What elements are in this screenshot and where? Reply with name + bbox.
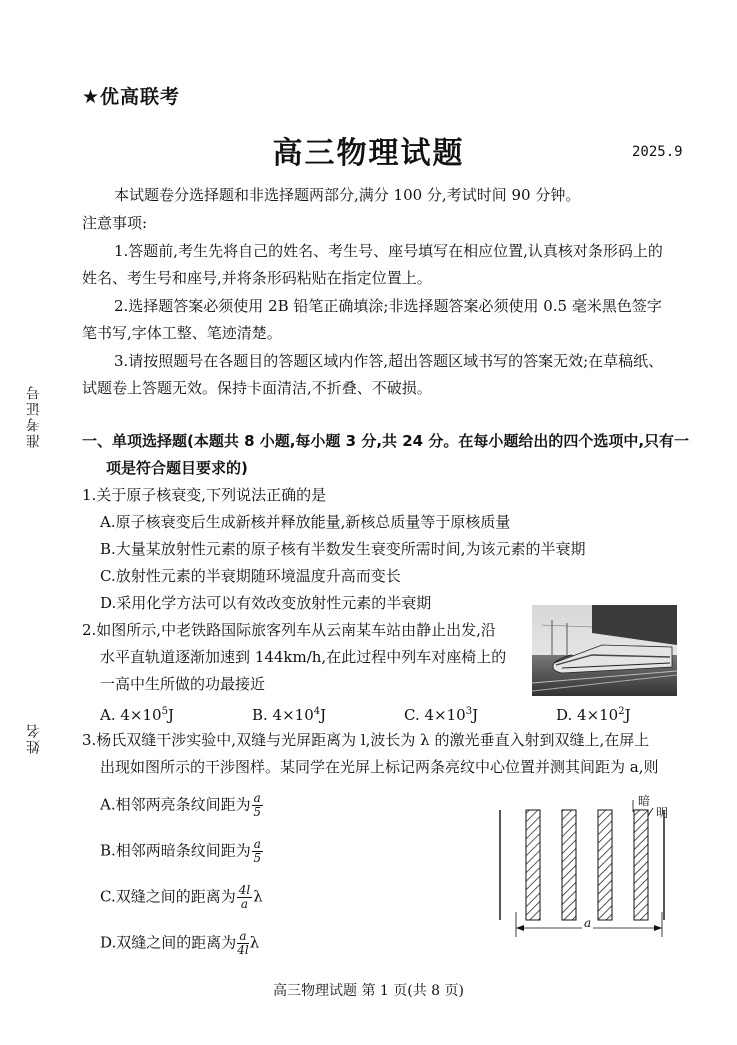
note-3-line-2: 试题卷上答题无效。保持卡面清洁,不折叠、不破损。 (82, 379, 432, 397)
section-heading-line-2: 项是符合题目要求的) (106, 459, 248, 477)
note-3-line-1: 3.请按照题号在各题目的答题区域内作答,超出答题区域书写的答案无效;在草稿纸、 (114, 352, 664, 370)
intro-line: 本试题卷分选择题和非选择题两部分,满分 100 分,考试时间 90 分钟。 (114, 186, 581, 204)
q3-option-d: D.双缝之间的距离为 $\frac{a}{4l}$ λ (100, 929, 260, 957)
spacing-a-label: a (584, 916, 592, 930)
q1-stem: 1.关于原子核衰变,下列说法正确的是 (82, 486, 327, 504)
exam-brand: ★优高联考 (82, 86, 181, 108)
q1-option-b: B.大量某放射性元素的原子核有半数发生衰变所需时间,为该元素的半衰期 (100, 540, 586, 558)
q3-option-c: C.双缝之间的距离为 $\frac{4l}{a}$ λ (100, 883, 263, 911)
q3-option-b: B.相邻两暗条纹间距为 $\frac{a}{5}$ (100, 837, 262, 865)
q1-option-c: C.放射性元素的半衰期随环境温度升高而变长 (100, 567, 401, 585)
notes-title: 注意事项: (82, 214, 148, 232)
train-photo (532, 605, 677, 696)
q2-stem-line-3: 一高中生所做的功最接近 (100, 675, 266, 693)
student-name-label: 姓名 (26, 722, 42, 754)
note-2-line-1: 2.选择题答案必须使用 2B 铅笔正确填涂;非选择题答案必须使用 0.5 毫米黑色签字 (114, 297, 662, 315)
page-title: 高三物理试题 (272, 136, 465, 171)
q2-option-a: A. $4\times 10^5J$ (100, 706, 174, 724)
note-1-line-2: 姓名、考生号和座号,并将条形码粘贴在指定位置上。 (82, 269, 432, 287)
section-heading-line-1: 一、单项选择题(本题共 8 小题,每小题 3 分,共 24 分。在每小题给出的四个选项中,只有一 (82, 432, 690, 450)
q3-stem-line-2: 出现如图所示的干涉图样。某同学在光屏上标记两条亮纹中心位置并测其间距为 a,则 (100, 758, 659, 776)
q3-stem-line-1: 3.杨氏双缝干涉实验中,双缝与光屏距离为 l,波长为 λ 的激光垂直入射到双缝上,在屏上 (82, 731, 650, 749)
note-1-line-1: 1.答题前,考生先将自己的姓名、考生号、座号填写在相应位置,认真核对条形码上的 (114, 242, 663, 260)
exam-id-label: 准考证号 (26, 384, 42, 448)
q2-option-b: B. $4\times 10^4J$ (252, 706, 327, 724)
note-2-line-2: 笔书写,字体工整、笔迹清楚。 (82, 324, 282, 342)
dark-fringe-label: 暗 (638, 794, 651, 808)
q2-option-c: C. $4\times 10^3J$ (404, 706, 479, 724)
exam-date: 2025.9 (632, 144, 683, 160)
q2-option-d: D. $4\times 10^2J$ (556, 706, 631, 724)
dark-fringes (526, 810, 648, 920)
interference-pattern-figure (496, 792, 668, 937)
q3-option-a: A.相邻两亮条纹间距为 $\frac{a}{5}$ (100, 791, 261, 819)
q2-stem-line-1: 2.如图所示,中老铁路国际旅客列车从云南某车站由静止出发,沿 (82, 621, 496, 639)
bright-fringe-label: 明 (656, 806, 669, 820)
q1-option-a: A.原子核衰变后生成新核并释放能量,新核总质量等于原核质量 (100, 513, 511, 531)
page-footer: 高三物理试题 第 1 页(共 8 页) (273, 983, 464, 999)
q2-stem-line-2: 水平直轨道逐渐加速到 144km/h,在此过程中列车对座椅上的 (100, 648, 507, 666)
q1-option-d: D.采用化学方法可以有效改变放射性元素的半衰期 (100, 594, 432, 612)
